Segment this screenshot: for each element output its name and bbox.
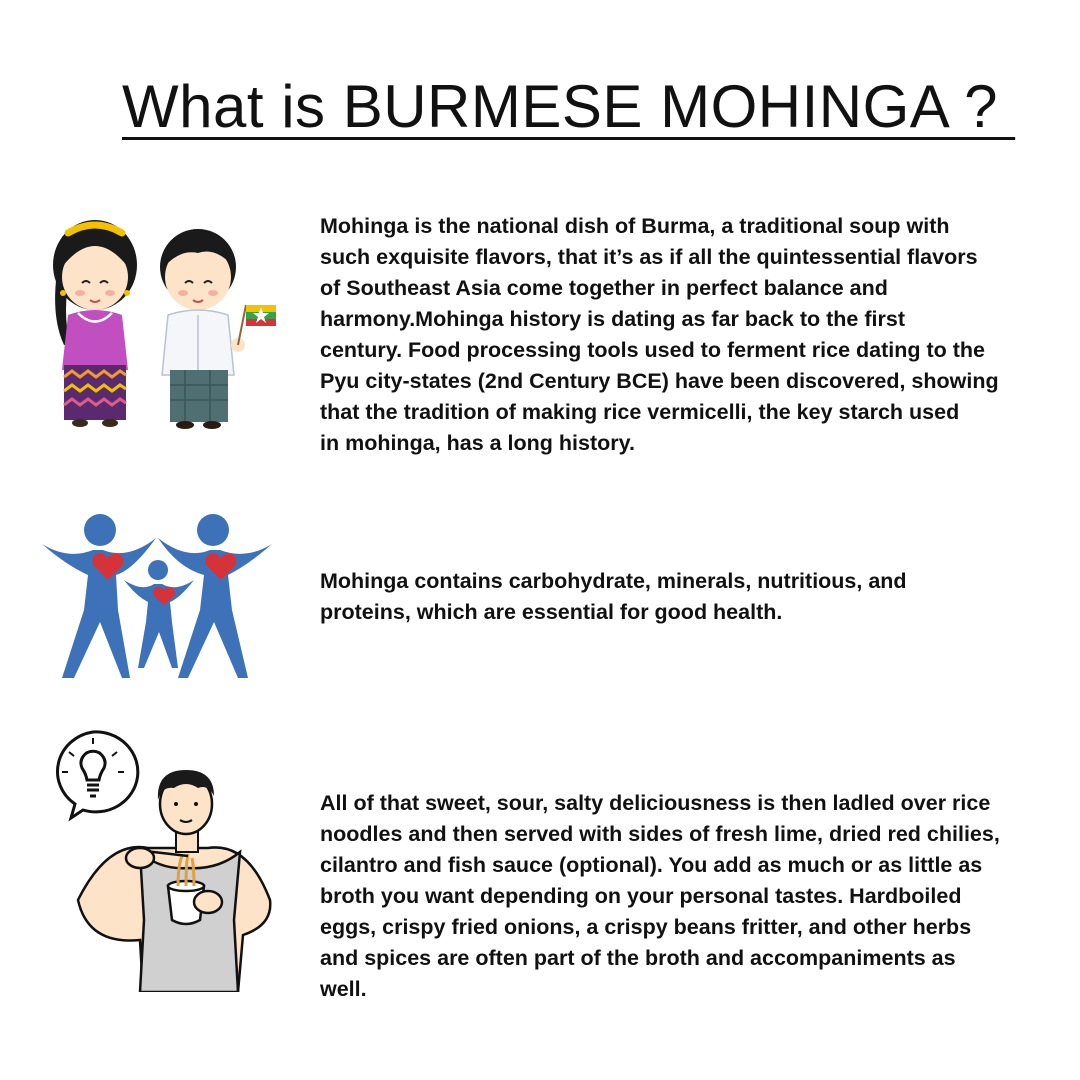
family-health-hearts-illustration (38, 510, 278, 685)
boy-figure (160, 229, 276, 429)
paragraph-serving: All of that sweet, sour, salty deliciousness is then ladled over rice noodles and then served with sides of fresh lime, dried red chilies, cilantro and fish sauce (optional). You add as much or as little as broth you want depending on your personal tastes. Hardboiled eggs, crispy fried onions, a crispy beans fritter, and other herbs and spices are often part of the broth and accompaniments as well. (320, 791, 1000, 1001)
page-title: What is BURMESE MOHINGA ? (122, 73, 1016, 140)
burmese-couple-illustration (40, 205, 285, 435)
paragraph-nutrition: Mohinga contains carbohydrate, minerals, nutritious, and proteins, which are essential for good health. (320, 569, 907, 624)
lightbulb-icon (58, 732, 138, 818)
paragraph-history: Mohinga is the national dish of Burma, a traditional soup with such exquisite flavors, that it’s as if all the quintessential flavors of Southeast Asia come together in perfect balance and harmony.Mohinga history is dating as far back to the first century. Food processing tools used to ferment rice dating to the Pyu city-states (2nd Century BCE) have been discovered, showing that the tradition of making rice vermicelli, the key starch used in mohinga, has a long history. (320, 214, 999, 455)
man-eating-noodles-idea-illustration (48, 730, 278, 992)
girl-figure (53, 220, 137, 427)
